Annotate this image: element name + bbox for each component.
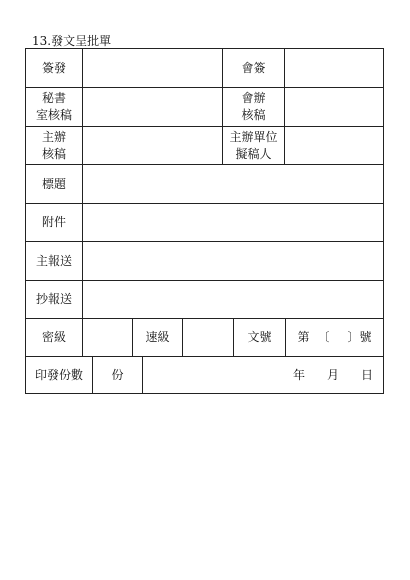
secret-level-field[interactable] bbox=[82, 319, 132, 356]
serial-close-bracket: 〕 bbox=[347, 330, 360, 344]
row-review bbox=[26, 88, 383, 127]
copies-unit: 份 bbox=[111, 367, 124, 382]
label-main-recipient: 主報送 bbox=[35, 253, 72, 268]
dispatch-approval-form bbox=[25, 48, 384, 394]
label-print-copies: 印發份數 bbox=[34, 367, 83, 382]
serial-open-bracket: 〔 bbox=[317, 330, 330, 344]
secretary-review-field[interactable] bbox=[82, 88, 222, 126]
label-doc-number: 文號 bbox=[233, 319, 285, 356]
row-cc-recipient bbox=[26, 281, 383, 319]
label-countersign: 會簽 bbox=[222, 49, 284, 87]
issue-date-field[interactable] bbox=[142, 357, 383, 393]
label-lead-review-line1: 主辦 bbox=[41, 129, 66, 144]
cc-recipient-field[interactable] bbox=[82, 281, 383, 318]
row-drafting bbox=[26, 127, 383, 165]
label-secret-level: 密級 bbox=[41, 330, 66, 344]
row-signoff bbox=[26, 49, 383, 88]
label-drafter-line2: 擬稿人 bbox=[235, 146, 272, 161]
countersign-field[interactable] bbox=[284, 49, 383, 87]
serial-prefix: 第 bbox=[297, 330, 310, 344]
sign-issue-field[interactable] bbox=[82, 49, 222, 87]
label-lead-review-line2: 核稿 bbox=[41, 146, 66, 161]
row-title bbox=[26, 165, 383, 204]
label-joint-review-line1: 會辦 bbox=[241, 91, 266, 105]
title-field[interactable] bbox=[82, 165, 383, 203]
label-joint-review bbox=[222, 88, 284, 126]
main-recipient-field[interactable] bbox=[82, 242, 383, 280]
label-lead-review bbox=[26, 127, 82, 164]
date-day: 日 bbox=[360, 367, 373, 382]
drafter-field[interactable] bbox=[284, 127, 383, 164]
date-month: 月 bbox=[326, 367, 339, 382]
row-main-recipient bbox=[26, 242, 383, 281]
doc-number-field[interactable] bbox=[285, 319, 383, 356]
date-year: 年 bbox=[292, 367, 305, 382]
form-title: 13.發文呈批單 bbox=[32, 34, 112, 48]
label-joint-review-line2: 核稿 bbox=[241, 108, 266, 122]
row-attachment bbox=[26, 204, 383, 242]
label-title: 標題 bbox=[41, 176, 66, 191]
label-drafter-line1: 主辦單位 bbox=[229, 129, 278, 144]
copies-count-field[interactable] bbox=[92, 357, 142, 393]
lead-review-field[interactable] bbox=[82, 127, 222, 164]
label-drafter bbox=[222, 127, 284, 164]
label-secretary-review bbox=[26, 88, 82, 126]
label-secretary-review-line2: 室核稿 bbox=[35, 108, 72, 122]
row-classification bbox=[26, 319, 383, 357]
joint-review-field[interactable] bbox=[284, 88, 383, 126]
label-secretary-review-line1: 秘書 bbox=[41, 91, 66, 105]
label-cc-recipient: 抄報送 bbox=[35, 292, 72, 306]
row-print-copies bbox=[26, 357, 383, 393]
attachment-field[interactable] bbox=[82, 204, 383, 241]
label-speed-level: 速級 bbox=[132, 319, 182, 356]
serial-suffix: 號 bbox=[359, 330, 372, 344]
speed-level-field[interactable] bbox=[182, 319, 233, 356]
label-attachment: 附件 bbox=[41, 215, 66, 229]
label-sign-issue: 簽發 bbox=[41, 60, 66, 75]
